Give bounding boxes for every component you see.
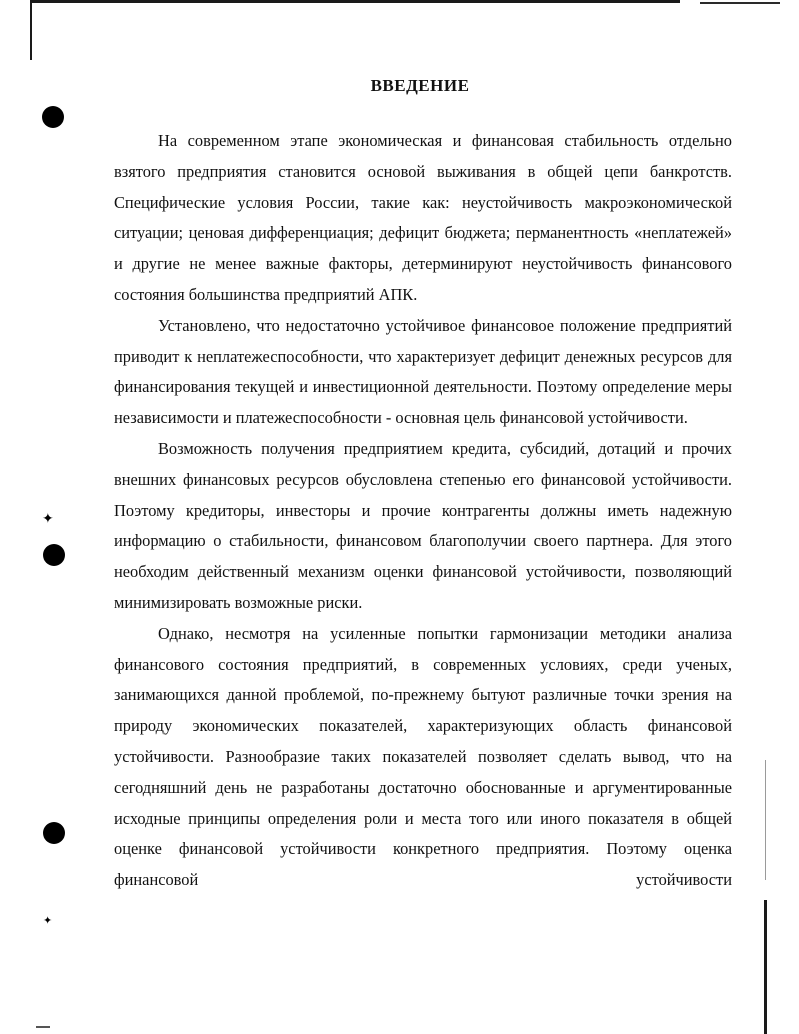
paragraph: Однако, несмотря на усиленные попытки гармонизации методики анализа финансового состояния предприятий, в современных условиях, среди ученых, занимающихся данной проблемой, по-прежнему бытуют различные точки зрения на природу экономических показателей, характеризующих область финансовой устойчивости. Разнообразие таких показателей позволяет сделать вывод, что на сегодняшний день не разработаны достаточно обоснованные и аргументированные исходные принципы определения роли и места того или иного показателя в общей оценке финансовой устойчивости конкретного предприятия. Поэтому оценка финансовой устойчивости: [114, 623, 732, 890]
punch-hole-icon: [43, 544, 65, 566]
punch-hole-icon: [43, 822, 65, 844]
scan-speck-icon: ✦: [43, 914, 53, 927]
scan-edge-left: [30, 0, 32, 60]
scan-edge-top: [30, 0, 680, 3]
punch-hole-icon: [42, 106, 64, 128]
scan-edge-right-thin: [765, 760, 766, 880]
scan-edge-top-right: [700, 2, 780, 4]
paragraph: Установлено, что недостаточно устойчивое финансовое положение предприятий приводит к неплатежеспособности, что характеризует дефицит денежных ресурсов для финансирования текущей и инвестиционной деятельности. Поэтому определение меры независимости и платежеспособности - основная цель финансовой устойчивости.: [114, 315, 732, 428]
paragraph: Возможность получения предприятием кредита, субсидий, дотаций и прочих внешних финансовых ресурсов обусловлена степенью его финансовой устойчивости. Поэтому кредиторы, инвесторы и прочие контрагенты должны иметь надежную информацию о стабильности, финансовом благополучии своего партнера. Для этого необходим действенный механизм оценки финансовой устойчивости, позволяющий минимизировать возможные риски.: [114, 438, 732, 612]
scan-edge-right: [764, 900, 767, 1034]
page-title: ВВЕДЕНИЕ: [370, 76, 470, 95]
paragraph: На современном этапе экономическая и финансовая стабильность отдельно взятого предприятия становится основой выживания в общей цепи банкротств. Специфические условия России, такие как: неустойчивость макроэкономической ситуации; ценовая дифференциация; дефицит бюджета; перманентность «неплатежей» и другие не менее важные факторы, детерминируют неустойчивость финансового состояния большинства предприятий АПК.: [114, 131, 732, 304]
body-text: [114, 126, 732, 896]
scan-edge-bottom: [36, 1026, 50, 1028]
scan-speck-icon: ✦: [42, 511, 54, 527]
